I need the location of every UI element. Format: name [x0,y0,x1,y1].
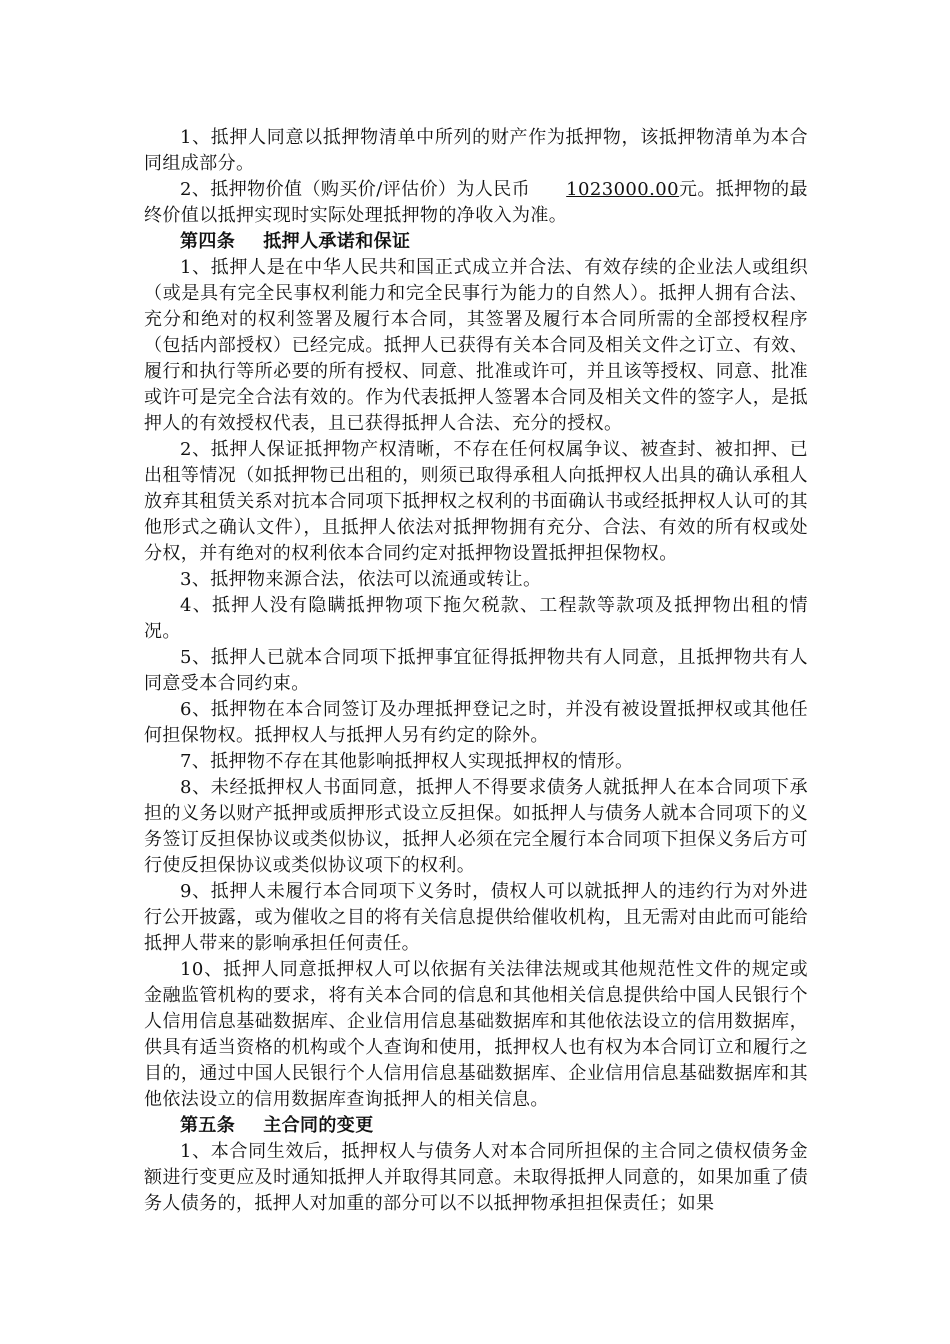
article-4-heading [144,229,808,255]
article-4-title: 抵押人承诺和保证 [263,231,411,252]
art4-clause-5: 5、抵押人已就本合同项下抵押事宜征得抵押物共有人同意，且抵押物共有人同意受本合同约束。 [144,647,808,694]
art4-clause-8: 8、未经抵押权人书面同意，抵押人不得要求债务人就抵押人在本合同项下承担的义务以财产抵押或质押形式设立反担保。如抵押人与债务人就本合同项下的义务签订反担保协议或类似协议，抵押人必须在完全履行本合同项下担保义务后方可行使反担保协议或类似协议项下的权利。 [144,777,808,876]
art3-clause-2-after: 元。抵押物的最终价值以抵押实现时实际处理抵押物的净收入为准。 [144,179,808,226]
art4-clause-9: 9、抵押人未履行本合同项下义务时，债权人可以就抵押人的违约行为对外进行公开披露，或为催收之目的将有关信息提供给催收机构，且无需对由此而可能给抵押人带来的影响承担任何责任。 [144,881,808,954]
article-4-number: 第四条 [180,231,236,252]
art4-clause-7: 7、抵押物不存在其他影响抵押权人实现抵押权的情形。 [180,751,634,772]
mortgage-value-amount: 1023000.00 [566,179,679,200]
article-5-title: 主合同的变更 [263,1115,374,1136]
art4-clause-4: 4、抵押人没有隐瞒抵押物项下拖欠税款、工程款等款项及抵押物出租的情况。 [144,595,808,642]
document-page [144,125,808,1217]
art3-clause-2 [144,177,808,229]
art4-clause-1: 1、抵押人是在中华人民共和国正式成立并合法、有效存续的企业法人或组织（或是具有完全民事权利能力和完全民事行为能力的自然人）。抵押人拥有合法、充分和绝对的权利签署及履行本合同，其签署及履行本合同所需的全部授权程序（包括内部授权）已经完成。抵押人已获得有关本合同及相关文件之订立、有效、履行和执行等所必要的所有授权、同意、批准或许可，并且该等授权、同意、批准或许可是完全合法有效的。作为代表抵押人签署本合同及相关文件的签字人，是抵押人的有效授权代表，且已获得抵押人合法、充分的授权。 [144,257,808,434]
article-5-number: 第五条 [180,1115,236,1136]
art3-clause-2-before: 2、抵押物价值（购买价/评估价）为人民币 [180,179,531,200]
art4-clause-10: 10、抵押人同意抵押权人可以依据有关法律法规或其他规范性文件的规定或金融监管机构的要求，将有关本合同的信息和其他相关信息提供给中国人民银行个人信用信息基础数据库、企业信用信息基础数据库和其他依法设立的信用数据库，供具有适当资格的机构或个人查询和使用，抵押权人也有权为本合同订立和履行之目的，通过中国人民银行个人信用信息基础数据库、企业信用信息基础数据库和其他依法设立的信用数据库查询抵押人的相关信息。 [144,959,808,1110]
art4-clause-6: 6、抵押物在本合同签订及办理抵押登记之时，并没有被设置抵押权或其他任何担保物权。抵押权人与抵押人另有约定的除外。 [144,699,808,746]
art4-clause-2: 2、抵押人保证抵押物产权清晰，不存在任何权属争议、被查封、被扣押、已出租等情况（如抵押物已出租的，则须已取得承租人向抵押权人出具的确认承租人放弃其租赁关系对抗本合同项下抵押权之权利的书面确认书或经抵押权人认可的其他形式之确认文件），且抵押人依法对抵押物拥有充分、合法、有效的所有权或处分权，并有绝对的权利依本合同约定对抵押物设置抵押担保物权。 [144,439,808,564]
art4-clause-3: 3、抵押物来源合法，依法可以流通或转让。 [180,569,542,590]
art3-clause-1: 1、抵押人同意以抵押物清单中所列的财产作为抵押物，该抵押物清单为本合同组成部分。 [144,127,808,174]
art5-clause-1: 1、本合同生效后，抵押权人与债务人对本合同所担保的主合同之债权债务金额进行变更应及时通知抵押人并取得其同意。未取得抵押人同意的，如果加重了债务人债务的，抵押人对加重的部分可以不以抵押物承担担保责任；如果 [144,1141,808,1214]
article-5-heading [144,1113,808,1139]
